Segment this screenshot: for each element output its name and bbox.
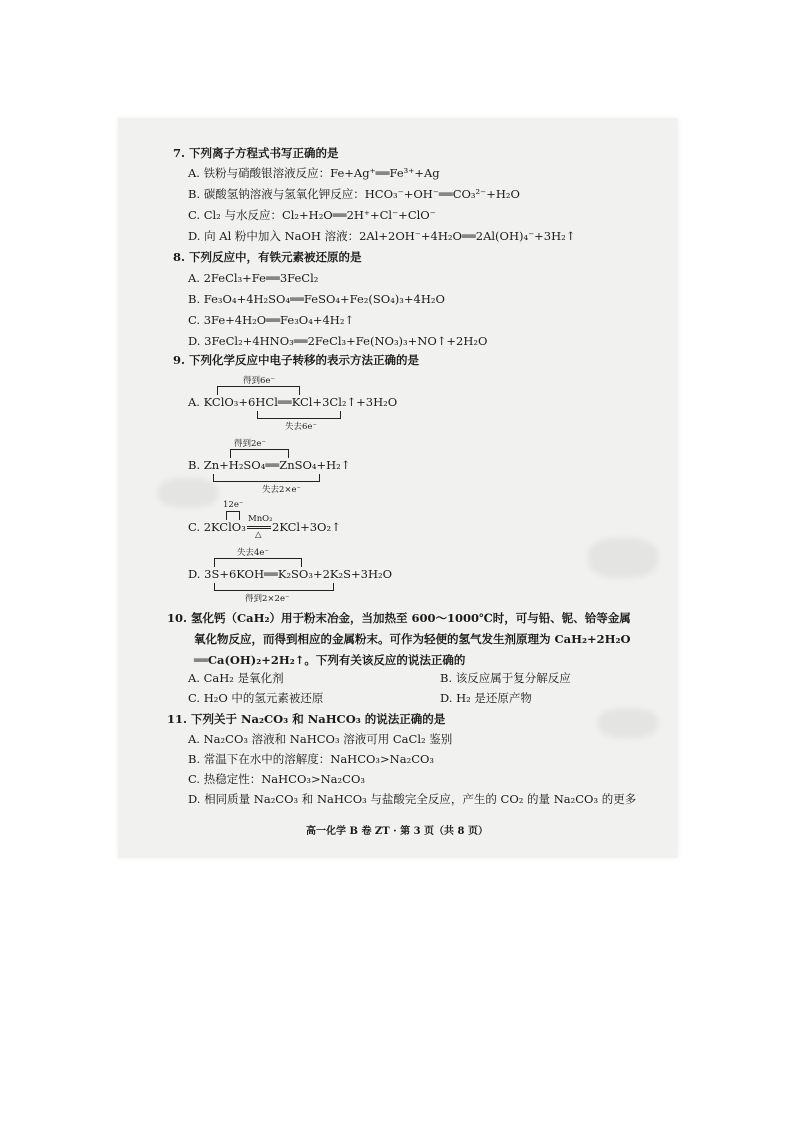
q9c-heat-symbol: △: [255, 530, 262, 540]
q9c-reaction-arrow-2: [247, 528, 271, 529]
question-9-stem: 9. 下列化学反应中电子转移的表示方法正确的是: [173, 353, 420, 367]
q11-option-b: B. 常温下在水中的溶解度：NaHCO₃>Na₂CO₃: [188, 752, 435, 766]
q10-option-a: A. CaH₂ 是氧化剂: [188, 671, 284, 685]
q11-option-c: C. 热稳定性：NaHCO₃>Na₂CO₃: [188, 772, 365, 786]
q9d-gain-label: 得到2×2e⁻: [245, 594, 290, 604]
question-7-stem: 7. 下列离子方程式书写正确的是: [173, 146, 339, 160]
q9c-catalyst: MnO₂: [248, 514, 273, 524]
q7-option-c: C. Cl₂ 与水反应：Cl₂+H₂O══2H⁺+Cl⁻+ClO⁻: [188, 208, 436, 222]
q10-option-d: D. H₂ 是还原产物: [440, 691, 532, 705]
question-10-stem-line2: 氧化物反应，而得到相应的金属粉末。可作为轻便的氢气发生剂原理为 CaH₂+2H₂O: [194, 632, 631, 646]
q9d-loss-label: 失去4e⁻: [237, 548, 269, 558]
q9c-reaction-arrow: [247, 526, 271, 527]
q10-option-b: B. 该反应属于复分解反应: [440, 671, 571, 685]
question-10-stem-line1: 10. 氢化钙（CaH₂）用于粉末冶金，当加热至 600～1000℃时，可与铅、铌、铪等金属: [167, 611, 631, 625]
question-8-stem: 8. 下列反应中，有铁元素被还原的是: [173, 250, 362, 264]
q9d-top-bracket: [214, 558, 302, 567]
q9a-loss-label: 失去6e⁻: [285, 422, 317, 432]
q10-option-c: C. H₂O 中的氢元素被还原: [188, 691, 324, 705]
q9a-bottom-bracket: [257, 411, 341, 419]
q9c-bracket: [226, 511, 240, 520]
q9b-top-bracket: [230, 449, 289, 458]
q11-option-d: D. 相同质量 Na₂CO₃ 和 NaHCO₃ 与盐酸完全反应，产生的 CO₂ 的量 Na₂CO₃ 的更多: [188, 792, 637, 806]
q8-option-b: B. Fe₃O₄+4H₂SO₄══FeSO₄+Fe₂(SO₄)₃+4H₂O: [188, 292, 445, 306]
page-footer: 高一化学 B 卷 ZT · 第 3 页（共 8 页）: [306, 826, 488, 837]
question-11-stem: 11. 下列关于 Na₂CO₃ 和 NaHCO₃ 的说法正确的是: [167, 712, 446, 726]
q11-option-a: A. Na₂CO₃ 溶液和 NaHCO₃ 溶液可用 CaCl₂ 鉴别: [188, 732, 453, 746]
q8-option-d: D. 3FeCl₂+4HNO₃══2FeCl₃+Fe(NO₃)₃+NO↑+2H₂O: [188, 334, 488, 348]
q9b-equation: B. Zn+H₂SO₄══ZnSO₄+H₂↑: [188, 458, 351, 472]
q7-option-b: B. 碳酸氢钠溶液与氢氧化钾反应：HCO₃⁻+OH⁻══CO₃²⁻+H₂O: [188, 187, 520, 201]
q9c-transfer-label: 12e⁻: [223, 500, 244, 510]
q9c-product: 2KCl+3O₂↑: [272, 520, 341, 534]
q9b-gain-label: 得到2e⁻: [234, 439, 266, 449]
q8-option-a: A. 2FeCl₃+Fe══3FeCl₂: [188, 271, 319, 285]
q8-option-c: C. 3Fe+4H₂O══Fe₃O₄+4H₂↑: [188, 313, 355, 327]
q9a-equation: A. KClO₃+6HCl══KCl+3Cl₂↑+3H₂O: [188, 395, 398, 409]
q7-option-d: D. 向 Al 粉中加入 NaOH 溶液：2Al+2OH⁻+4H₂O══2Al(OH)₄⁻+3H₂↑: [188, 229, 576, 243]
q9d-equation: D. 3S+6KOH══K₂SO₃+2K₂S+3H₂O: [188, 567, 393, 581]
q9a-gain-label: 得到6e⁻: [243, 376, 275, 386]
q9d-bottom-bracket: [214, 583, 334, 591]
question-10-stem-line3: ══Ca(OH)₂+2H₂↑。下列有关该反应的说法正确的: [194, 653, 466, 667]
q9b-loss-label: 失去2×e⁻: [262, 485, 302, 495]
q9c-reactant: C. 2KClO₃: [188, 520, 246, 534]
q7-option-a: A. 铁粉与硝酸银溶液反应：Fe+Ag⁺══Fe³⁺+Ag: [188, 166, 440, 180]
q9a-top-bracket: [217, 386, 300, 395]
q9b-bottom-bracket: [213, 474, 320, 482]
